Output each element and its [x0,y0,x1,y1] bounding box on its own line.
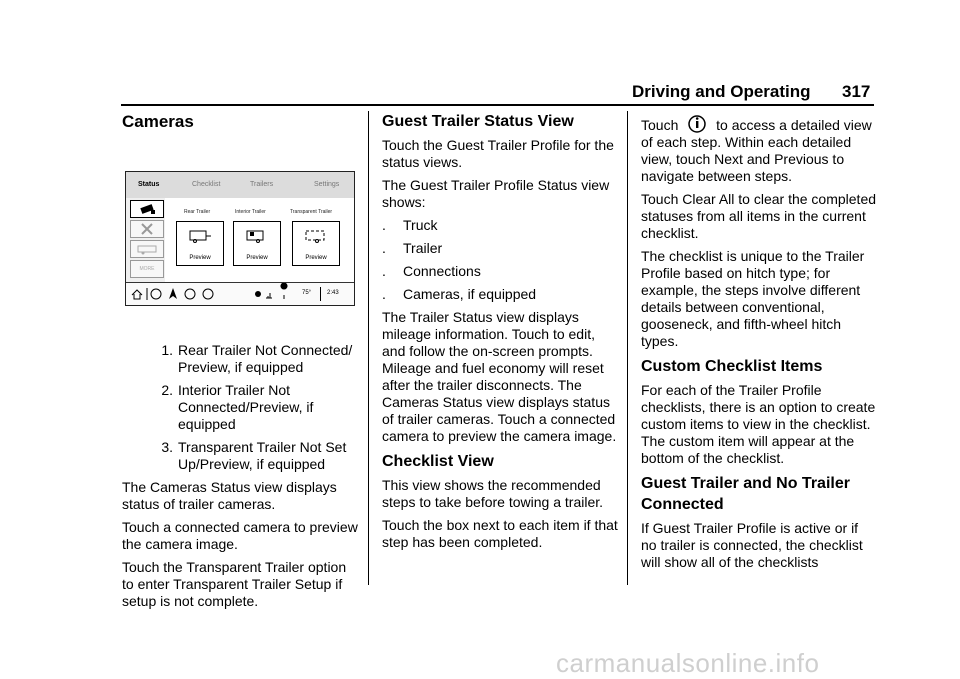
paragraph: If Guest Trailer Profile is active or if no trailer is connected, the checklist will show all of the checklists [641,520,863,570]
status-time: 2:43 [327,290,339,296]
status-view-list [382,217,618,303]
screen-tab-trailers: Trailers [250,181,274,188]
screen-tab-settings: Settings [314,181,340,188]
header-rule [121,104,874,106]
list-item: . Connections [382,263,481,279]
screen-trailer-icon [130,240,164,258]
transparent-trailer-tile [292,221,340,266]
paragraph: Touch Clear All to clear the completed statuses from all items in the current checklist. [641,191,877,241]
paragraph: Touch the box next to each item if that step has been completed. [382,517,618,550]
paragraph: This view shows the recommended steps to take before towing a trailer. [382,477,604,510]
column-3-text [641,113,877,577]
list-item: 2. Interior Trailer Not Connected/Preview, if equipped [161,382,314,432]
screen-tab-checklist: Checklist [192,181,221,188]
paragraph: Touch a connected camera to preview the camera image. [122,519,358,552]
section-title: Driving and Operating [632,82,811,101]
screen-sidebar [126,198,165,283]
interior-preview-label: Preview [246,255,268,261]
rear-preview-label: Preview [189,255,211,261]
screen-tab-bar [126,172,354,198]
callout-list [122,342,358,473]
status-divider [320,287,321,301]
checklist-view-heading: Checklist View [382,453,494,470]
screen-tools-icon [130,220,164,238]
cameras-heading: Cameras [122,112,194,131]
paragraph: The Cameras Status view displays status of trailer cameras. [122,479,337,512]
rear-trailer-label: Rear Trailer [184,209,211,215]
paragraph: Touch the Guest Trailer Profile for the status views. [382,137,614,170]
paragraph: The checklist is unique to the Trailer Profile based on hitch type; for example, the steps involve different details between conventional, gooseneck, and fifth-wheel hitch types. [641,248,865,349]
screen-more-button: MORE [130,260,164,278]
status-bar-icons [128,283,218,305]
custom-checklist-heading: Custom Checklist Items [641,358,823,375]
screen-status-bar [126,282,354,305]
watermark: carmanualsonline.info [556,648,820,678]
paragraph: The Guest Trailer Profile Status view shows: [382,177,610,210]
guest-trailer-no-trailer-heading: Guest Trailer and No Trailer Connected [641,475,850,513]
status-temperature: 75° [302,290,312,296]
screen-tab-status: Status [138,181,160,188]
transparent-trailer-label: Transparent Trailer [290,209,333,215]
list-item: . Truck [382,217,438,233]
paragraph: Touch to access a detailed view of each step. Within each detailed view, touch Next and Previous to navigate between steps. [641,113,877,185]
column-2-text [382,111,618,557]
rear-trailer-icon [177,222,223,250]
status-signal-icons [254,283,304,305]
paragraph: The Trailer Status view displays mileage information. Touch to edit, and follow the on-screen prompts. Mileage and fuel economy will reset after the trailer disconnects. The Cameras Status view displays status of trailer cameras. Touch a connected camera to preview the camera image. [382,309,617,444]
interior-trailer-label: Interior Trailer [235,209,266,215]
column-divider-1 [368,111,369,585]
info-icon [686,113,708,133]
rear-trailer-tile [176,221,224,266]
list-item: 3. Transparent Trailer Not Set Up/Preview, if equipped [161,439,347,472]
paragraph: For each of the Trailer Profile checklists, there is an option to create custom items to view in the checklist. The custom item will appear at the bottom of the checklist. [641,382,876,466]
column-divider-2 [627,111,628,585]
column-1-text [122,342,358,616]
interior-trailer-tile [233,221,281,266]
interior-trailer-icon [234,222,280,250]
screen-camera-icon [130,200,164,218]
page-number: 317 [842,82,871,101]
transparent-trailer-icon [293,222,339,250]
list-item: 1. Rear Trailer Not Connected/ Preview, if equipped [161,342,353,375]
list-item: . Cameras, if equipped [382,286,537,302]
paragraph: Touch the Transparent Trailer option to enter Transparent Trailer Setup if setup is not complete. [122,559,347,609]
guest-trailer-status-heading: Guest Trailer Status View [382,113,574,130]
infotainment-screenshot [125,171,355,306]
list-item: . Trailer [382,240,443,256]
transparent-preview-label: Preview [305,255,327,261]
